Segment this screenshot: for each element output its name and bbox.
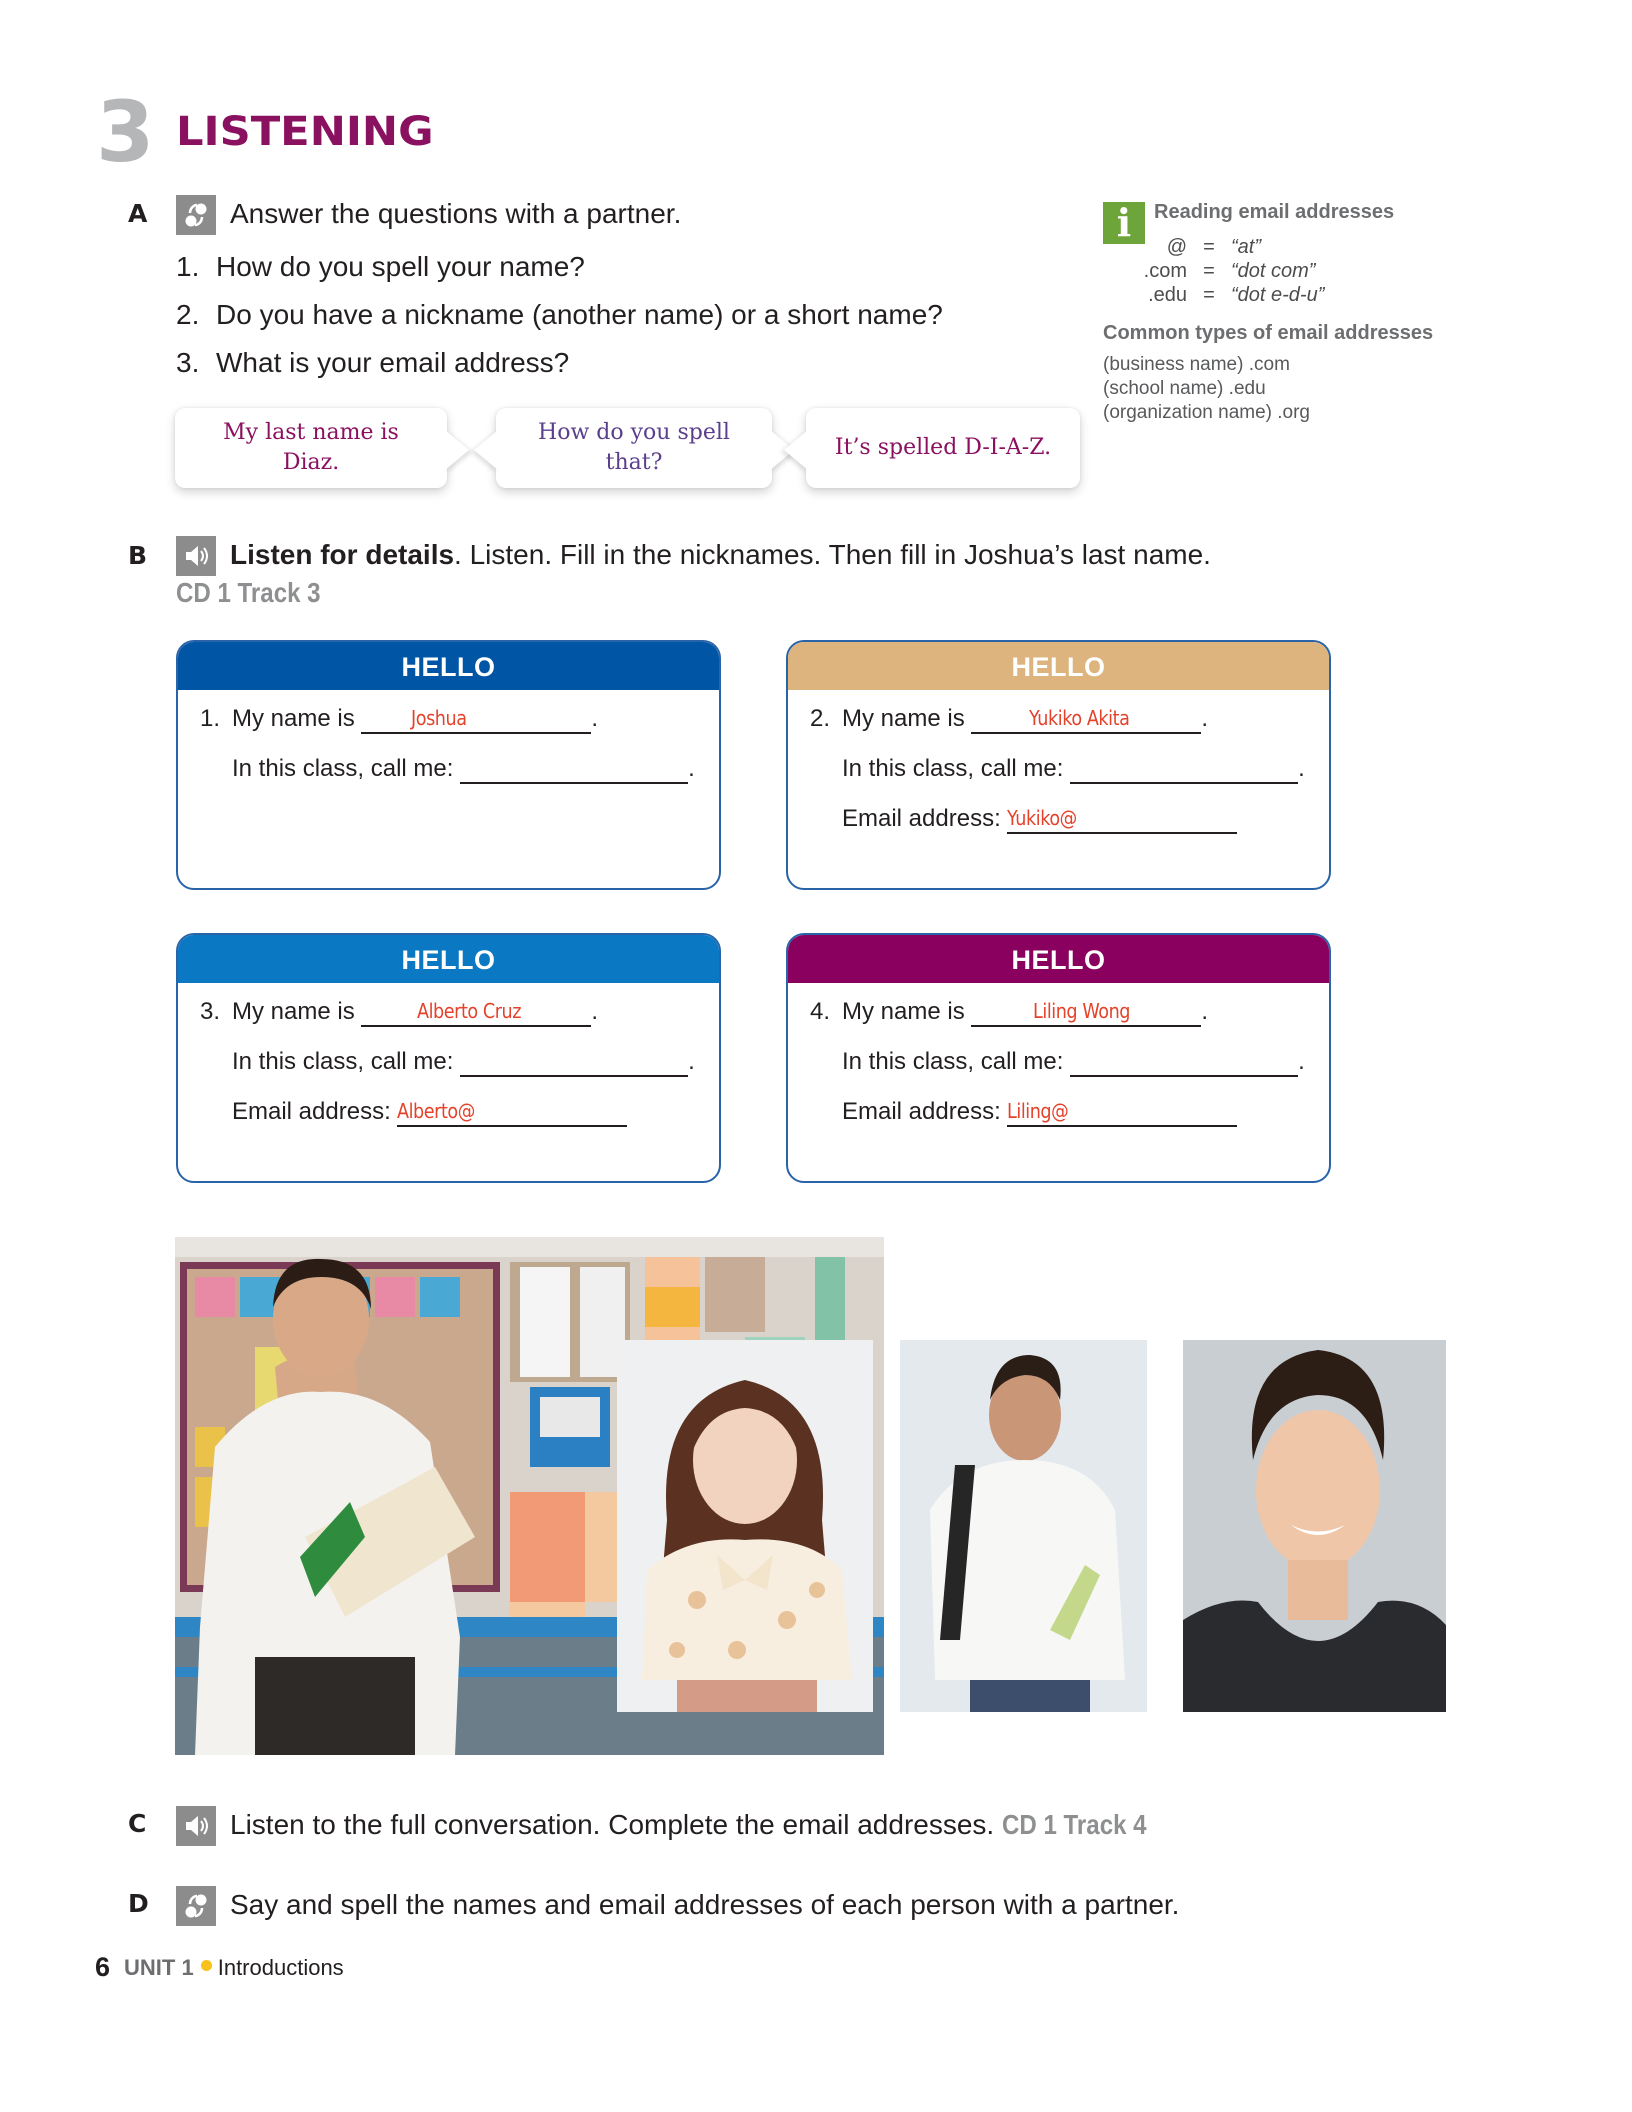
nickname-line: In this class, call me: .	[232, 755, 695, 782]
bullet-dot-icon	[201, 1960, 212, 1971]
bubble-tail	[445, 430, 469, 470]
audio-icon[interactable]	[176, 536, 216, 576]
name-line: 4. My name is Liling Wong .	[810, 998, 1209, 1025]
email-type: (organization name) .org	[1103, 402, 1310, 423]
name-tag-1	[176, 640, 721, 890]
activity-b-instruction: Listen for details. Listen. Fill in the nicknames. Then fill in Joshua’s last name.	[230, 539, 1211, 570]
name-line: 2. My name is Yukiko Akita .	[810, 705, 1209, 732]
activity-b-track: CD 1 Track 3	[176, 577, 321, 608]
photo-young-woman	[617, 1340, 873, 1712]
name-tag-header: HELLO	[178, 642, 719, 690]
section-title: LISTENING	[176, 109, 434, 155]
name-tag-header: HELLO	[178, 935, 719, 983]
nickname-line: In this class, call me: .	[232, 1048, 695, 1075]
unit-label: UNIT 1	[124, 1954, 194, 1980]
audio-icon[interactable]	[176, 1806, 216, 1846]
email-line: Email address: Alberto@	[200, 1087, 719, 1137]
name-field[interactable]: Joshua	[361, 706, 591, 734]
photo-young-man	[900, 1340, 1147, 1712]
name-field[interactable]: Alberto Cruz	[361, 999, 591, 1027]
email-field[interactable]: Yukiko@	[1007, 806, 1237, 834]
name-tag-header: HELLO	[788, 935, 1329, 983]
email-line: Email address: Yukiko@	[810, 794, 1329, 844]
name-tag-2	[786, 640, 1331, 890]
activity-d-letter: D	[128, 1889, 149, 1918]
pair-work-icon[interactable]	[176, 1886, 216, 1926]
bubble-tail	[474, 430, 498, 470]
question-1: 1. How do you spell your name?	[176, 251, 585, 282]
chapter-title: Introductions	[217, 1954, 344, 1980]
nickname-field[interactable]	[460, 756, 688, 784]
info-heading: Reading email addresses	[1154, 201, 1395, 223]
section-number: 3	[96, 83, 153, 181]
activity-a-letter: A	[128, 199, 148, 228]
photo-woman	[1183, 1340, 1446, 1712]
name-tag-4	[786, 933, 1331, 1183]
page-footer	[95, 1952, 344, 1983]
email-field[interactable]: Alberto@	[397, 1099, 627, 1127]
nickname-line: In this class, call me: .	[842, 755, 1305, 782]
info-reading-list	[1105, 235, 1324, 307]
name-tag-3	[176, 933, 721, 1183]
page-number: 6	[95, 1952, 111, 1982]
activity-d-instruction: Say and spell the names and email addresses of each person with a partner.	[230, 1889, 1180, 1920]
info-row: .com = “dot com”	[1143, 260, 1316, 282]
question-2: 2. Do you have a nickname (another name) or a short name?	[176, 299, 943, 330]
info-icon: i	[1103, 202, 1145, 244]
activity-a-instruction: Answer the questions with a partner.	[230, 198, 682, 229]
nickname-field[interactable]	[460, 1049, 688, 1077]
info-subheading: Common types of email addresses	[1103, 322, 1434, 344]
question-3: 3. What is your email address?	[176, 347, 570, 378]
speech-bubble-2: How do you spell that?	[496, 408, 772, 488]
name-line: 3. My name is Alberto Cruz .	[200, 998, 599, 1025]
email-line: Email address: Liling@	[810, 1087, 1329, 1137]
activity-b-letter: B	[128, 541, 148, 570]
speech-bubble-1: My last name is Diaz.	[175, 408, 447, 488]
email-types-list	[1103, 353, 1310, 425]
name-field[interactable]: Yukiko Akita	[971, 706, 1201, 734]
nickname-field[interactable]	[1070, 1049, 1298, 1077]
speech-bubble-3: It’s spelled D-I-A-Z.	[806, 408, 1080, 488]
info-row: @ = “at”	[1166, 236, 1261, 258]
name-field[interactable]: Liling Wong	[971, 999, 1201, 1027]
email-type: (school name) .edu	[1103, 378, 1266, 399]
pair-work-icon[interactable]	[176, 195, 216, 235]
name-line: 1. My name is Joshua .	[200, 705, 599, 732]
name-tag-header: HELLO	[788, 642, 1329, 690]
activity-c-instruction: Listen to the full conversation. Complete the email addresses. CD 1 Track 4	[230, 1809, 1147, 1840]
activity-c-letter: C	[128, 1809, 147, 1838]
email-field[interactable]: Liling@	[1007, 1099, 1237, 1127]
info-row: .edu = “dot e-d-u”	[1148, 284, 1325, 306]
nickname-field[interactable]	[1070, 756, 1298, 784]
email-type: (business name) .com	[1103, 354, 1290, 375]
nickname-line: In this class, call me: .	[842, 1048, 1305, 1075]
bubble-tail	[784, 430, 808, 470]
